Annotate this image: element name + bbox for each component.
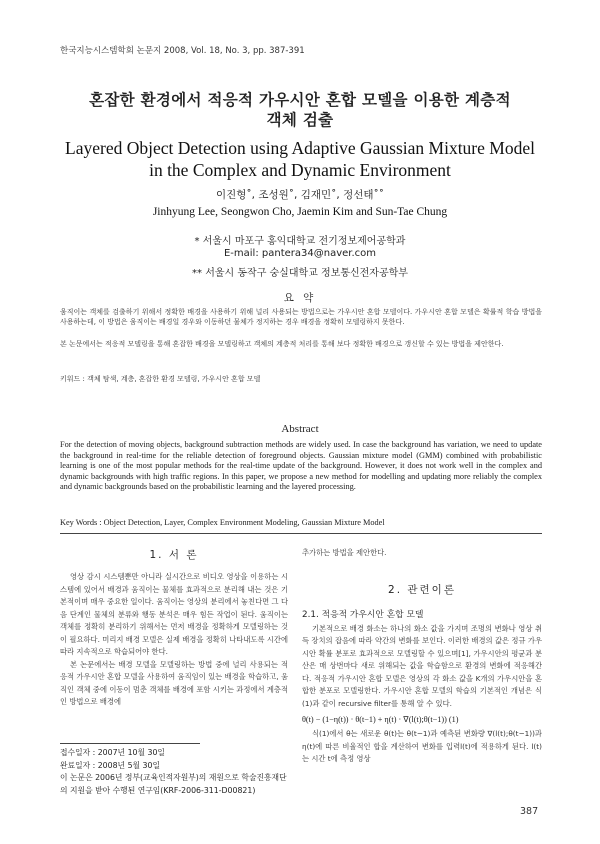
section-divider	[60, 533, 542, 534]
section-2-paragraph-1: 기본적으로 배경 화소는 하나의 화소 값을 가지며 조명의 변화나 영상 취득 장치의 잡음에 따라 약간의 변화를 보인다. 이러한 배경의 값은 정규 가우시안 확률 분포로 효과적으로 모델링할 수 있으며[1], 가우시안의 평균과 분산은 매 상번마다 새로 위해되는 값을 학습함으로 환경의 변화에 적응해간다. 적응적 가우시안 혼합 모델은 영상의 각 화소 값을 K개의 가우시안을 혼합한 분포로 모델링한다. 가우시안 혼합 모델의 학습의 기본적인 개념은 식(1)과 같이 recursive filter를 통해 알 수 있다.	[302, 623, 542, 708]
funding-acknowledgement: 이 논문은 2006년 정부(교육인적자원부)의 재원으로 학술진흥재단의 지원을 받아 수행된 연구임(KRF-2006-311-D00821)	[60, 773, 287, 795]
korean-title	[40, 90, 560, 130]
authors-korean: 이진형˚, 조성원˚, 김재민˚, 정선태˚˚	[216, 189, 384, 201]
english-title-line2: in the Complex and Dynamic Environment	[149, 160, 451, 180]
footnote	[60, 747, 288, 797]
section-1-paragraph-1: 영상 감시 시스템뿐만 아니라 실시간으로 비디오 영상을 이용하는 시스템에 있어서 배경과 움직이는 물체를 효과적으로 분리해 내는 것은 기본적이며 매우 중요한 일이다. 움직이는 영상의 분리에서 놓친다면 그 다음 단계인 물체의 분류와 행동 분석은 매우 힘든 작업이 된다. 움직이는 객체를 정확히 분리하기 위해서는 먼저 배경을 정확하게 모델링하는 것이 필요하다. 미리지 배경 모델은 실제 배경을 정확히 나타내도록 시간에 따라 지속적으로 학습되어야 한다.	[60, 572, 288, 656]
received-date: 접수일자 : 2007년 10월 30일	[60, 748, 165, 757]
subsection-2-1-title: 2.1. 적응적 가우시안 혼합 모델	[302, 609, 424, 620]
section-2-title: 2. 관련이론	[388, 583, 456, 596]
affiliation-2: ** 서울시 동작구 숭실대학교 정보통신전자공학부	[192, 268, 408, 279]
korean-title-line1: 혼잡한 환경에서 적응적 가우시안 혼합 모델을 이용한 계층적	[89, 91, 511, 109]
korean-summary-paragraph-1: 움직이는 객체를 검출하기 위해서 정확한 배경을 사용하기 위해 널리 사용되는 방법으로는 가우시안 혼합 모델이다. 가우시안 혼합 모델은 확률적 학습 방법을 사용하는데, 이 방법은 움직이는 배경일 경우와 이동하던 물체가 정지하는 경우 배경을 정확히 모델링하지 못한다.	[60, 308, 542, 326]
english-title-line1: Layered Object Detection using Adaptive Gaussian Mixture Model	[65, 138, 535, 158]
left-column	[60, 547, 288, 709]
journal-header: 한국지능시스템학회 논문지 2008, Vol. 18, No. 3, pp. 387-391	[60, 46, 305, 56]
authors-english: Jinhyung Lee, Seongwon Cho, Jaemin Kim and Sun-Tae Chung	[152, 206, 448, 218]
korean-summary-heading: 요 약	[283, 292, 317, 304]
author-email: E-mail: pantera34@naver.com	[223, 248, 377, 259]
accepted-date: 완료일자 : 2008년 5월 30일	[60, 760, 160, 770]
abstract-text: For the detection of moving objects, background subtraction methods are widely used. In case the background has variation, we need to update the background in real-time for the reliable detection of foreground objects. Gaussian mixture model (GMM) combined with probabilistic learning is one of the most popular methods for the real-time update of the background. However, it does not work well in the complex and dynamic backgrounds with high traffic regions. In this paper, we propose a new method for modelling and updating more reliably the complex and dynamic backgrounds based on the probabilistic learning and the layered processing.	[60, 440, 542, 492]
section-1-title: 1. 서 론	[149, 549, 199, 561]
korean-title-line2: 객체 검출	[266, 111, 334, 129]
korean-summary-paragraph-2: 본 논문에서는 적응적 모델링을 통해 혼잡한 배경을 모델링하고 객체의 계층적 처리를 통해 보다 정확한 배경으로 갱신할 수 있는 방법을 제안한다.	[60, 340, 504, 348]
section-2-paragraph-2: 식(1)에서 θ는 새로운 θ(t)는 θ(t−1)과 예측된 변화량 ∇(l(t);θ(t−1))과 η(t)에 따른 비율적인 합을 계산하여 변화를 입력l(t)에 적용하게 된다. l(t)는 시간 t에 측정 영상	[302, 729, 542, 763]
footnote-divider	[60, 743, 200, 744]
right-column	[302, 547, 542, 766]
page-number: 387	[520, 806, 539, 817]
section-1-paragraph-2: 본 논문에서는 배경 모델을 모델링하는 방법 중에 널리 사용되는 적응적 가우시안 혼합 모델을 사용하여 움직임이 있는 배경을 학습하고, 움직인 객체 중에 이동이 멈춘 객체를 배경에 포함 시키는 과정에서 계층적인 방법으로 배경에	[60, 659, 288, 706]
english-keywords: Key Words : Object Detection, Layer, Complex Environment Modeling, Gaussian Mixture Model	[60, 518, 385, 527]
english-title	[40, 137, 560, 181]
section-1-continuation: 추가하는 방법을 제안한다.	[302, 548, 387, 557]
abstract-heading: Abstract	[281, 423, 319, 435]
equation-1: θ(t) − (1−η(t)) · θ(t−1) + η(t) · ∇(l(t);θ(t−1)) (1)	[302, 715, 459, 724]
korean-keywords: 키워드 : 객체 탐색, 계층, 혼잡한 환경 모델링, 가우시안 혼합 모델	[60, 375, 261, 383]
affiliation-1: * 서울시 마포구 홍익대학교 전기정보제어공학과	[194, 236, 406, 247]
